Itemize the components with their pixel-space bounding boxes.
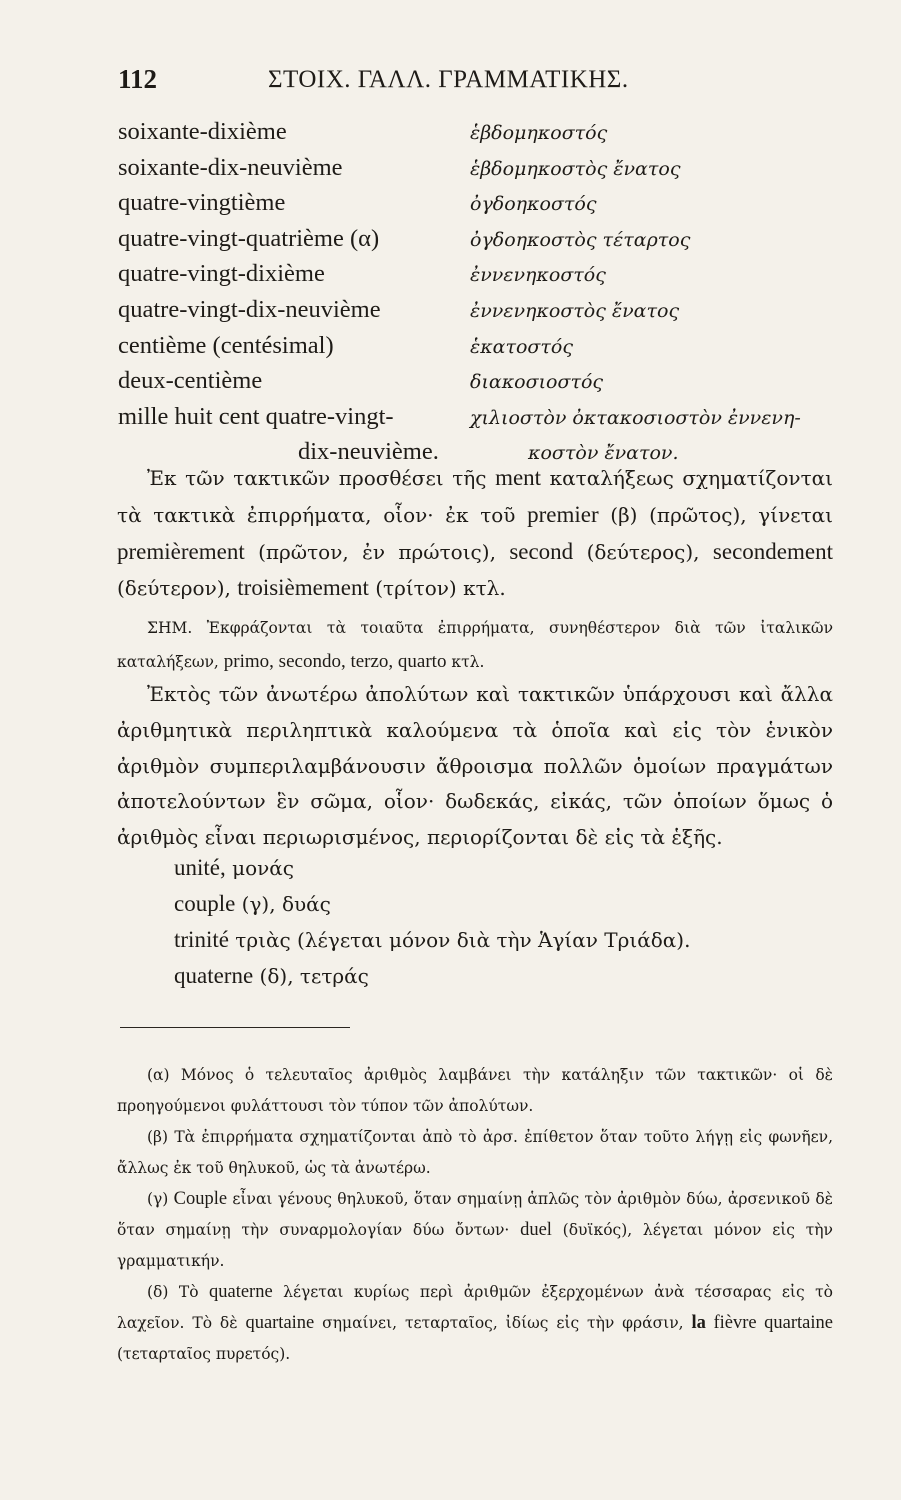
- ordinal-row: [118, 296, 818, 332]
- ordinal-row: [118, 118, 818, 154]
- text-run: (α) Μόνος ὁ τελευταῖος ἀριθμὸς λαμβάνει τὴν κατάληξιν τῶν τακτικῶν· οἱ δὲ προηγούμενοι φυλάττουσι τὸν τύπον τῶν ἀπολύτων.: [117, 1066, 833, 1115]
- greek-gloss: μονάς: [225, 856, 295, 880]
- footnotes: [117, 1060, 833, 1370]
- ordinal-greek: ἑβδομηκοστός: [470, 122, 608, 144]
- page-number: 112: [118, 64, 158, 94]
- french-term: Couple: [173, 1189, 228, 1209]
- ordinal-french: quatre-vingtième: [118, 189, 286, 217]
- french-term: fièvre quartaine: [705, 1313, 833, 1333]
- italian-terms: primo, secondo, terzo, quarto: [223, 651, 447, 672]
- french-term: duel: [520, 1220, 552, 1240]
- text-run: (δ) Τὸ: [147, 1283, 209, 1301]
- text-run: (τρίτον) κτλ.: [368, 576, 506, 601]
- ordinal-french: quatre-vingt-dix-neuvième: [118, 295, 381, 323]
- footnote-c: [117, 1184, 833, 1277]
- french-term: quaterne: [174, 963, 254, 988]
- running-head: ΣΤΟΙΧ. ΓΑΛΛ. ΓΡΑΜΜΑΤΙΚΗΣ.: [268, 66, 629, 93]
- ordinal-row: [118, 260, 818, 296]
- text-run: (τεταρταῖος πυρετός).: [117, 1345, 291, 1363]
- text-run: (πρῶτον, ἐν πρώτοις),: [244, 539, 510, 564]
- ordinal-row: [118, 189, 818, 225]
- french-term: premièrement: [117, 538, 245, 564]
- ordinal-french: quatre-vingt-quatrième (α): [118, 224, 380, 252]
- page-header: [118, 64, 778, 104]
- french-term: secondement: [712, 538, 833, 564]
- french-term: premier: [527, 501, 599, 527]
- example-line: [174, 927, 814, 963]
- french-term: unité,: [174, 855, 226, 880]
- french-term: second: [509, 538, 574, 564]
- remark-note: [117, 612, 833, 679]
- ordinal-french: soixante-dix-neuvième: [118, 153, 343, 181]
- ordinal-french: quatre-vingt-dixième: [118, 260, 325, 288]
- ordinal-french: soixante-dixième: [118, 118, 287, 145]
- ordinal-french: dix-neuvième.: [298, 438, 439, 466]
- ordinal-greek: κοστὸν ἔνατον.: [528, 442, 679, 465]
- paragraph-ordinal-adverbs: [117, 460, 833, 607]
- ordinal-row: [118, 225, 818, 261]
- french-term: quaterne: [209, 1282, 273, 1302]
- french-term: troisièmement: [237, 575, 369, 601]
- text-run: κτλ.: [446, 653, 485, 671]
- ordinal-french: centième (centésimal): [118, 331, 334, 359]
- ordinal-french: mille huit cent quatre-vingt-: [118, 402, 394, 430]
- french-term: trinité: [174, 927, 229, 952]
- french-term: ment: [495, 465, 542, 490]
- ordinal-greek: ἑβδομηκοστὸς ἔνατος: [470, 157, 681, 180]
- ordinal-row: [118, 403, 818, 439]
- ordinal-greek: ὀγδοηκοστός: [470, 193, 597, 216]
- ordinal-greek: χιλιοστὸν ὀκτακοσιοστὸν ἐννενη-: [470, 406, 801, 429]
- text-run: (δεύτερος),: [573, 539, 713, 564]
- footnote-d: [117, 1277, 833, 1370]
- example-line: [174, 855, 814, 891]
- collective-examples-list: [174, 855, 814, 999]
- ordinal-french: deux-centième: [118, 367, 263, 395]
- greek-gloss: (γ), δυάς: [235, 892, 331, 916]
- text-run: σημαίνει, τεταρταῖος, ἰδίως εἰς τὴν φράσιν,: [314, 1314, 692, 1332]
- text-run: Ἐκ τῶν τακτικῶν προσθέσει τῆς: [147, 466, 496, 490]
- text-run: ΣΗΜ. Ἐκφράζονται τὰ τοιαῦτα ἐπιρρήματα, συνηθέστερον διὰ τῶν ἰταλικῶν καταλήξεων,: [117, 619, 833, 671]
- text-run: εἶναι γένους θηλυκοῦ, ὅταν σημαίνῃ ἁπλῶς τὸν ἀριθμὸν δύω, ἀρσενικοῦ δὲ ὅταν σημαίνῃ τὴν συναρμολογίαν δύω ὄντων·: [117, 1190, 833, 1239]
- ordinal-greek: ἐννενηκοστός: [470, 264, 606, 287]
- ordinal-greek: ὀγδοηκοστὸς τέταρτος: [470, 228, 691, 251]
- ordinal-row: [118, 332, 818, 368]
- french-term: la: [691, 1313, 706, 1333]
- greek-gloss: τριὰς (λέγεται μόνον διὰ τὴν Ἁγίαν Τριάδα).: [228, 928, 691, 952]
- text-run: (β) (πρῶτος), γίνεται: [598, 502, 834, 527]
- ordinal-greek: ἐννενηκοστὸς ἔνατος: [470, 299, 680, 322]
- footnote-divider: [120, 1027, 350, 1028]
- ordinal-greek: διακοσιοστός: [470, 371, 604, 394]
- ordinal-greek: ἑκατοστός: [470, 335, 573, 358]
- french-term: quartaine: [245, 1313, 315, 1333]
- text-run: καταλήξεως σχηματίζονται τὰ τακτικὰ ἐπιρρήματα, οἷον· ἐκ τοῦ: [117, 466, 833, 527]
- greek-gloss: (δ), τετράς: [253, 964, 369, 988]
- ordinal-row: [118, 154, 818, 190]
- example-line: [174, 891, 814, 927]
- text-run: (δεύτερον),: [117, 576, 238, 601]
- ordinal-row: [118, 367, 818, 403]
- example-line: [174, 963, 814, 999]
- text-run: λέγεται κυρίως περὶ ἀριθμῶν ἐξερχομένων ἀνὰ τέσσαρας εἰς τὸ λαχεῖον. Τὸ δὲ: [117, 1283, 833, 1332]
- footnote-b: [117, 1122, 833, 1184]
- text-run: (β) Τὰ ἐπιρρήματα σχηματίζονται ἀπὸ τὸ ἀρσ. ἐπίθετον ὅταν τοῦτο λήγῃ εἰς φωνῆεν, ἄλλως ἐκ τοῦ θηλυκοῦ, ὡς τὰ ἀνωτέρω.: [117, 1128, 833, 1177]
- text-run: (δυϊκός), λέγεται μόνον εἰς τὴν γραμματικήν.: [117, 1221, 833, 1270]
- ordinal-numbers-list: [118, 118, 818, 474]
- footnote-a: [117, 1060, 833, 1122]
- text-run: (γ): [147, 1190, 174, 1208]
- paragraph-collective-numbers: Ἐκτὸς τῶν ἀνωτέρω ἀπολύτων καὶ τακτικῶν ὑπάρχουσι καὶ ἄλλα ἀριθμητικὰ περιληπτικὰ καλούμενα τὰ ὁποῖα καὶ εἰς τὸν ἑνικὸν ἀριθμὸν συμπεριλαμβάνουσιν ἄθροισμα πολλῶν ὁμοίων πραγμάτων ἀποτελούντων ἓν σῶμα, οἷον· δωδεκάς, εἰκάς, τῶν ὁποίων ὅμως ὁ ἀριθμὸς εἶναι περιωρισμένος, περιορίζονται δὲ εἰς τὰ ἑξῆς.: [117, 682, 833, 850]
- french-term: couple: [174, 891, 236, 916]
